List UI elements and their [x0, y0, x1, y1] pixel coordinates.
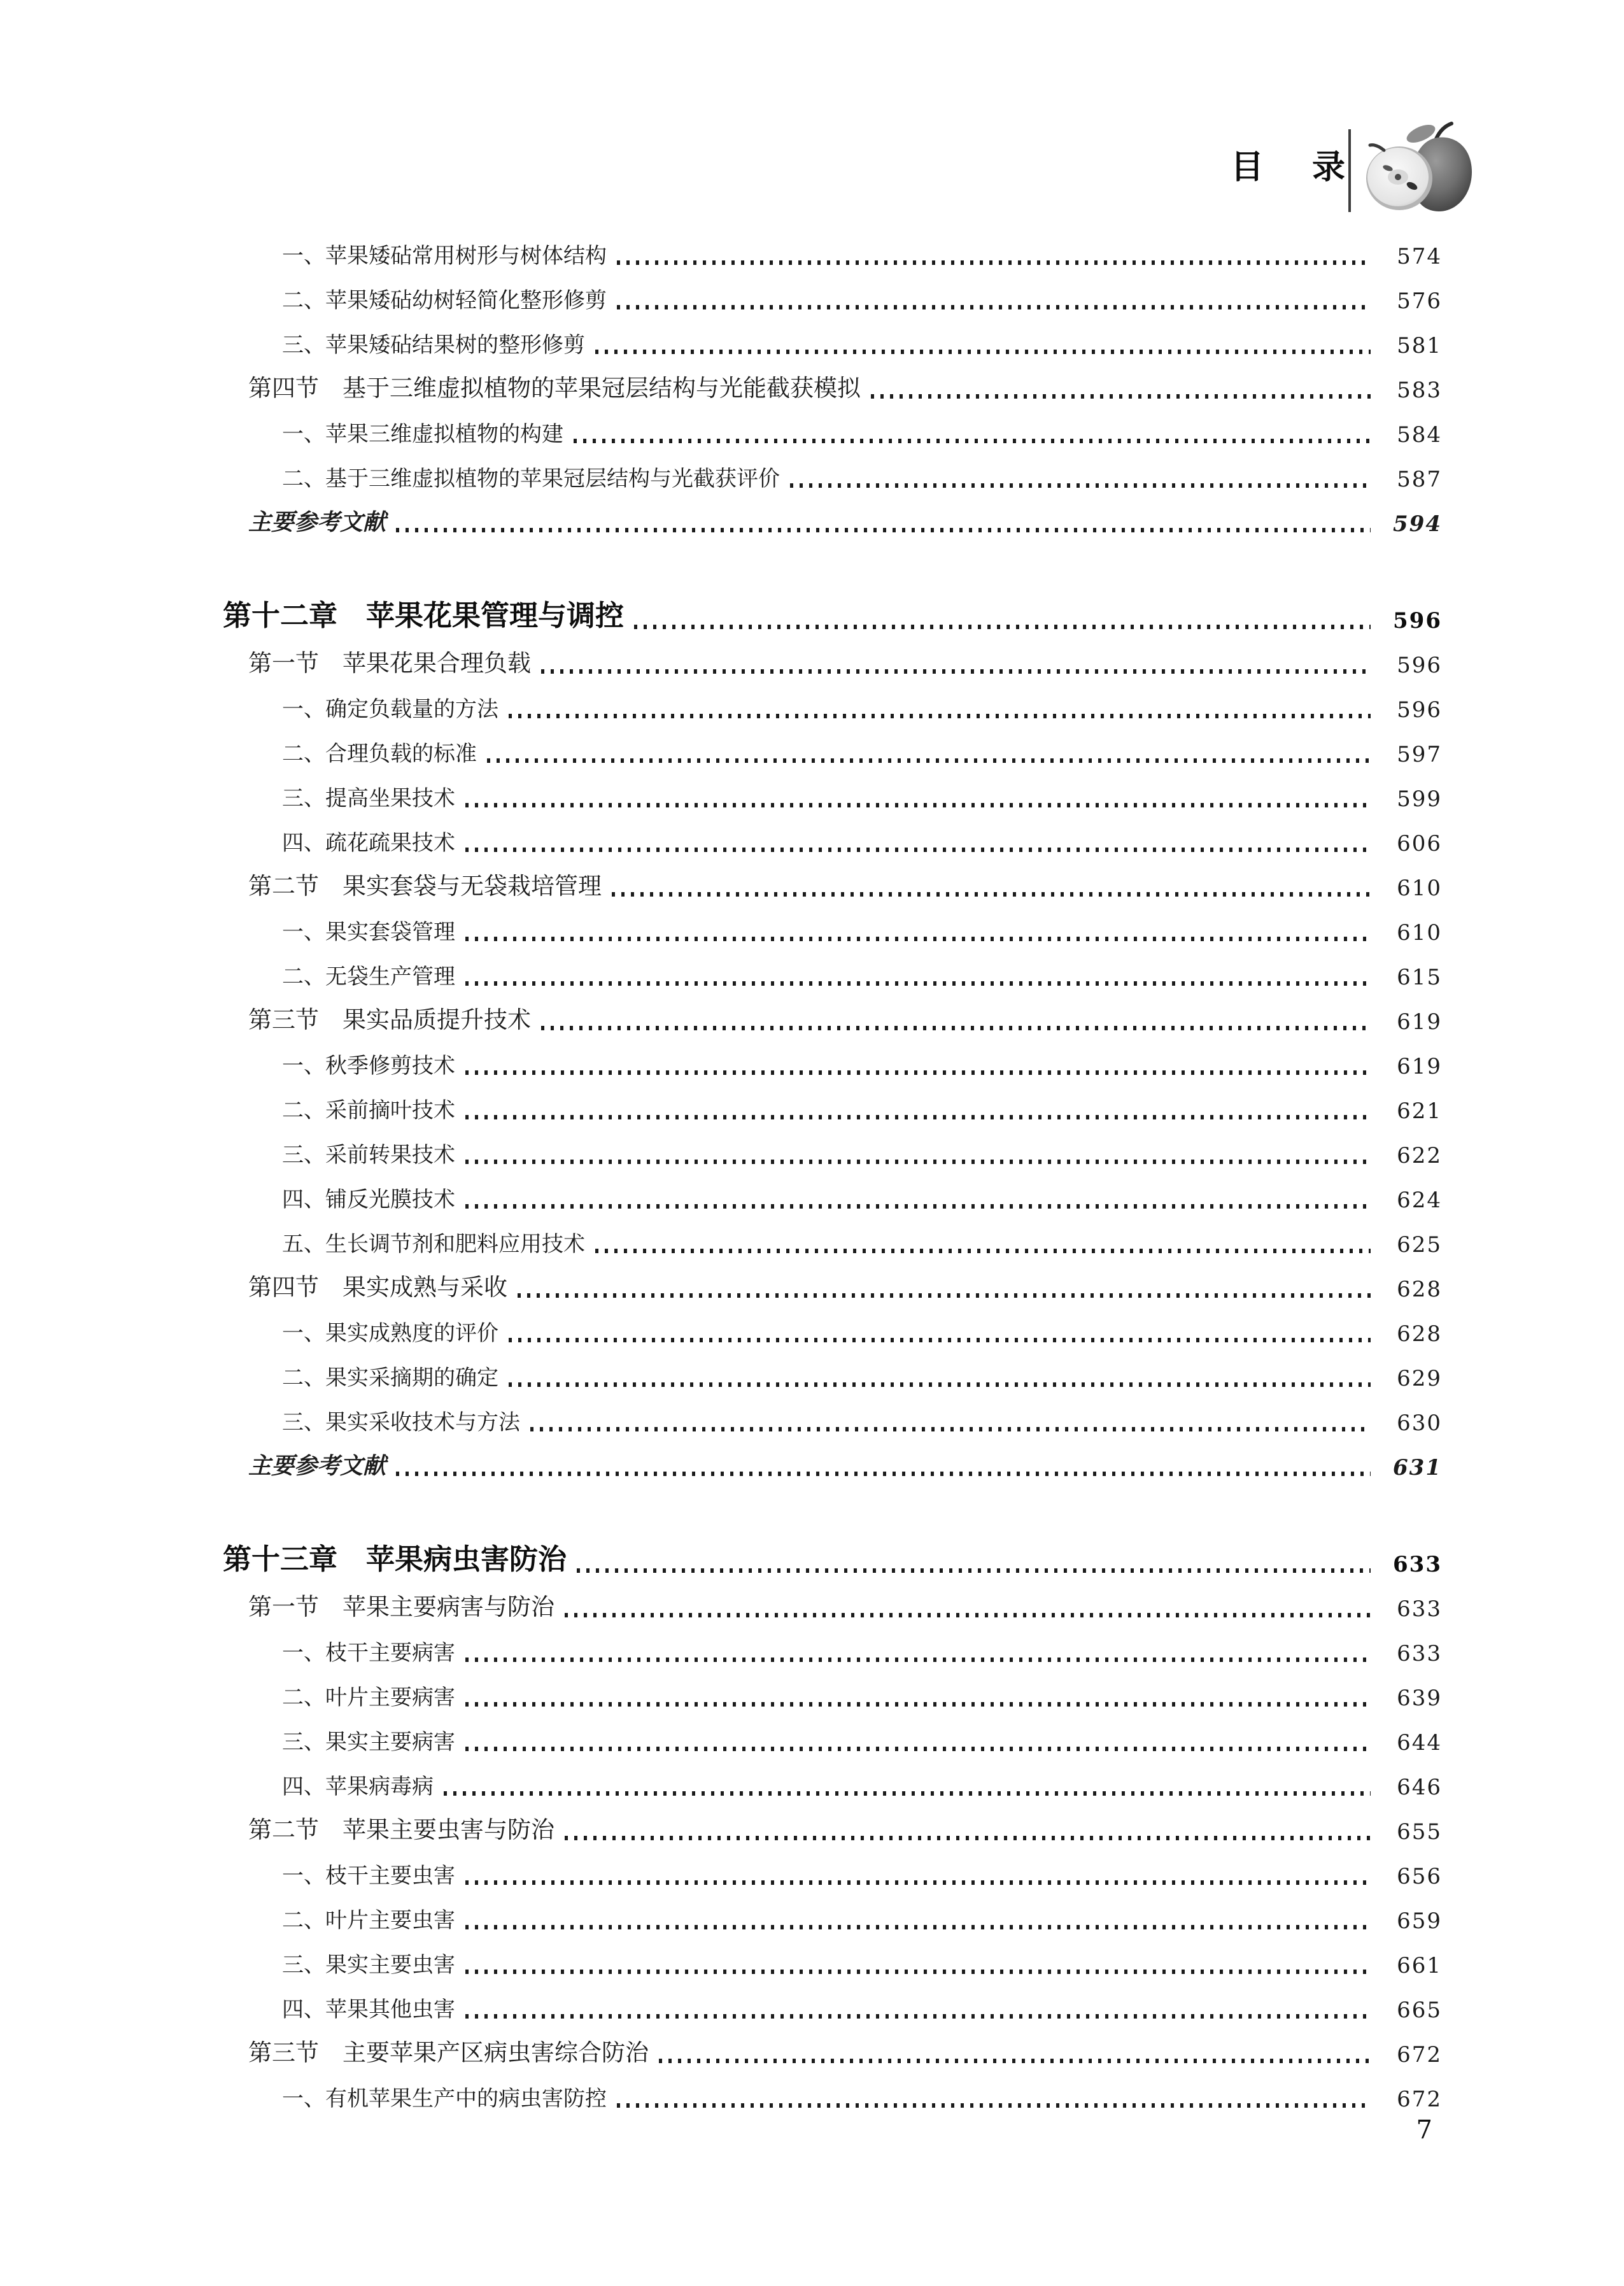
toc-entry-label: 三、果实采收技术与方法 — [282, 1411, 520, 1435]
toc-entry-label: 一、枝干主要虫害 — [282, 1864, 455, 1888]
toc-entry-page-number: 615 — [1397, 965, 1442, 990]
toc-entry-page-number: 594 — [1393, 511, 1442, 537]
toc-entry — [223, 232, 1442, 277]
header-char: 录 — [1312, 149, 1346, 186]
toc-entry — [223, 1763, 1442, 1808]
toc-entry-label: 一、枝干主要病害 — [282, 1642, 455, 1665]
toc-entry — [223, 2031, 1442, 2075]
dot-leader — [465, 2014, 1371, 2019]
toc-entry-page-number: 661 — [1397, 1953, 1442, 1978]
header-char: 目 — [1231, 149, 1264, 186]
dot-leader — [465, 1747, 1371, 1751]
toc-entry-label: 三、果实主要病害 — [282, 1731, 455, 1754]
toc-entry — [223, 1897, 1442, 1942]
toc-entry-label: 二、采前摘叶技术 — [282, 1099, 455, 1123]
toc-entry — [223, 1132, 1442, 1176]
toc-entry-page-number: 606 — [1397, 831, 1442, 856]
dot-leader — [465, 1204, 1371, 1209]
dot-leader — [465, 981, 1371, 986]
toc-entry-label: 三、苹果矮砧结果树的整形修剪 — [282, 334, 585, 357]
toc-entry-page-number: 596 — [1397, 697, 1442, 723]
toc-entry-label: 一、苹果矮砧常用树形与树体结构 — [282, 245, 607, 268]
dot-leader — [612, 892, 1371, 897]
toc-entry-page-number: 628 — [1397, 1277, 1442, 1302]
toc-entry — [223, 909, 1442, 953]
dot-leader — [465, 1658, 1371, 1662]
dot-leader — [871, 394, 1371, 399]
toc-entry-label: 三、果实主要虫害 — [282, 1954, 455, 1977]
toc-entry-label: 第三节 果实品质提升技术 — [248, 1007, 531, 1033]
toc-entry-page-number: 672 — [1397, 2087, 1442, 2112]
toc-entry-page-number: 628 — [1397, 1321, 1442, 1347]
dot-leader — [465, 1702, 1371, 1707]
dot-leader — [396, 528, 1371, 532]
dot-leader — [565, 1836, 1371, 1840]
toc-entry — [223, 455, 1442, 500]
dot-leader — [541, 669, 1371, 674]
dot-leader — [595, 350, 1371, 354]
toc-entry-page-number: 672 — [1397, 2042, 1442, 2068]
toc-entry-label: 一、果实成熟度的评价 — [282, 1322, 498, 1345]
dot-leader — [617, 260, 1371, 265]
dot-leader — [465, 1970, 1371, 1974]
dot-leader — [509, 714, 1371, 718]
dot-leader — [617, 2103, 1371, 2108]
toc-entry-label: 二、苹果矮砧幼树轻简化整形修剪 — [282, 289, 607, 313]
dot-leader — [790, 483, 1371, 488]
dot-leader — [465, 848, 1371, 852]
toc-entry-page-number: 639 — [1397, 1686, 1442, 1711]
toc-entry-label: 主要参考文献 — [248, 1453, 386, 1479]
toc-entry-label: 四、苹果病毒病 — [282, 1775, 434, 1799]
toc-entry-page-number: 619 — [1397, 1054, 1442, 1079]
dot-leader — [465, 1070, 1371, 1075]
toc-entry-label: 第一节 苹果花果合理负载 — [248, 651, 531, 677]
toc-entry-label: 二、果实采摘期的确定 — [282, 1367, 498, 1390]
dot-leader — [396, 1472, 1371, 1476]
page-header-title — [1231, 140, 1345, 188]
toc-entry-label: 五、生长调节剂和肥料应用技术 — [282, 1233, 585, 1256]
toc-entry — [223, 1265, 1442, 1310]
toc-entry-label: 一、有机苹果生产中的病虫害防控 — [282, 2087, 607, 2111]
toc-entry-label: 第四节 基于三维虚拟植物的苹果冠层结构与光能截获模拟 — [248, 376, 861, 402]
toc-entry-label: 第二节 苹果主要虫害与防治 — [248, 1817, 554, 1843]
toc-entry — [223, 1444, 1442, 1488]
dot-leader — [530, 1427, 1371, 1431]
dot-leader — [634, 625, 1371, 629]
toc-entry-label: 二、无袋生产管理 — [282, 965, 455, 989]
toc-entry — [223, 686, 1442, 730]
toc-entry-label: 四、疏花疏果技术 — [282, 832, 455, 855]
toc-entry — [223, 1986, 1442, 2031]
dot-leader — [565, 1613, 1371, 1617]
dot-leader — [444, 1791, 1371, 1796]
toc-entry-label: 第十二章 苹果花果管理与调控 — [223, 599, 625, 632]
toc-entry — [223, 775, 1442, 820]
dot-leader — [574, 439, 1371, 443]
toc-entry-page-number: 646 — [1397, 1775, 1442, 1800]
toc-entry — [223, 500, 1442, 544]
toc-entry — [223, 998, 1442, 1042]
toc-entry-label: 第三节 主要苹果产区病虫害综合防治 — [248, 2040, 649, 2066]
toc-entry-page-number: 665 — [1397, 1998, 1442, 2023]
toc-entry-page-number: 621 — [1397, 1098, 1442, 1124]
toc-entry-page-number: 631 — [1393, 1455, 1442, 1480]
toc-entry — [223, 592, 1442, 641]
toc-entry — [223, 1354, 1442, 1399]
toc-entry-label: 三、提高坐果技术 — [282, 787, 455, 811]
toc-entry-page-number: 596 — [1397, 653, 1442, 678]
dot-leader — [465, 937, 1371, 941]
toc-entry-page-number: 587 — [1397, 467, 1442, 492]
toc-entry-label: 主要参考文献 — [248, 509, 386, 535]
toc-entry-page-number: 644 — [1397, 1730, 1442, 1756]
toc-list — [223, 232, 1442, 2120]
toc-entry — [223, 366, 1442, 411]
header-divider — [1348, 129, 1351, 212]
dot-leader — [509, 1382, 1371, 1387]
dot-leader — [465, 1880, 1371, 1885]
toc-entry-page-number: 622 — [1397, 1143, 1442, 1168]
toc-entry — [223, 1719, 1442, 1763]
toc-entry — [223, 1176, 1442, 1221]
toc-entry-label: 二、基于三维虚拟植物的苹果冠层结构与光截获评价 — [282, 467, 780, 491]
dot-leader — [577, 1568, 1371, 1573]
toc-entry-label: 一、秋季修剪技术 — [282, 1054, 455, 1078]
dot-leader — [509, 1338, 1371, 1342]
dot-leader — [595, 1249, 1371, 1253]
dot-leader — [487, 758, 1371, 763]
toc-entry-page-number: 597 — [1397, 742, 1442, 767]
toc-entry-page-number: 599 — [1397, 786, 1442, 812]
toc-entry-page-number: 583 — [1397, 378, 1442, 403]
toc-entry — [223, 1221, 1442, 1265]
toc-entry-label: 第十三章 苹果病虫害防治 — [223, 1543, 567, 1575]
dot-leader — [541, 1026, 1371, 1030]
toc-entry-page-number: 659 — [1397, 1908, 1442, 1934]
toc-entry-page-number: 624 — [1397, 1188, 1442, 1213]
toc-entry — [223, 1087, 1442, 1132]
toc-entry — [223, 1942, 1442, 1986]
toc-entry — [223, 411, 1442, 455]
dot-leader — [659, 2059, 1371, 2063]
dot-leader — [518, 1293, 1371, 1298]
toc-entry-label: 第一节 苹果主要病害与防治 — [248, 1594, 554, 1621]
toc-entry — [223, 1042, 1442, 1087]
toc-entry-page-number: 610 — [1397, 876, 1442, 901]
dot-leader — [617, 305, 1371, 309]
toc-entry — [223, 864, 1442, 909]
toc-entry — [223, 953, 1442, 998]
toc-entry-page-number: 633 — [1393, 1552, 1442, 1577]
toc-entry — [223, 1535, 1442, 1585]
toc-entry-label: 四、铺反光膜技术 — [282, 1188, 455, 1212]
toc-entry — [223, 820, 1442, 864]
dot-leader — [465, 1925, 1371, 1929]
toc-entry — [223, 322, 1442, 366]
toc-entry-label: 一、果实套袋管理 — [282, 921, 455, 944]
apple-logo-icon — [1362, 120, 1476, 220]
toc-entry-label: 第二节 果实套袋与无袋栽培管理 — [248, 874, 602, 900]
toc-entry-page-number: 633 — [1397, 1641, 1442, 1666]
toc-entry-label: 一、苹果三维虚拟植物的构建 — [282, 423, 563, 446]
toc-entry-page-number: 619 — [1397, 1009, 1442, 1035]
toc-entry-label: 二、叶片主要病害 — [282, 1686, 455, 1710]
toc-entry — [223, 641, 1442, 686]
toc-entry-page-number: 656 — [1397, 1864, 1442, 1889]
toc-entry — [223, 1629, 1442, 1674]
dot-leader — [465, 803, 1371, 807]
toc-entry-page-number: 625 — [1397, 1232, 1442, 1258]
toc-entry-label: 第四节 果实成熟与采收 — [248, 1275, 507, 1301]
toc-entry — [223, 1585, 1442, 1629]
toc-entry-page-number: 596 — [1393, 608, 1442, 634]
toc-entry — [223, 1852, 1442, 1897]
toc-entry-label: 二、合理负载的标准 — [282, 742, 477, 766]
toc-entry — [223, 730, 1442, 775]
toc-entry — [223, 1399, 1442, 1444]
toc-entry-page-number: 581 — [1397, 333, 1442, 359]
toc-entry-page-number: 610 — [1397, 920, 1442, 946]
toc-entry — [223, 2075, 1442, 2120]
toc-entry — [223, 1808, 1442, 1852]
toc-entry-page-number: 655 — [1397, 1819, 1442, 1845]
toc-entry-label: 一、确定负载量的方法 — [282, 698, 498, 721]
toc-entry-page-number: 574 — [1397, 244, 1442, 269]
toc-entry-label: 二、叶片主要虫害 — [282, 1909, 455, 1933]
toc-entry — [223, 1310, 1442, 1354]
toc-entry-page-number: 630 — [1397, 1410, 1442, 1436]
toc-entry-page-number: 584 — [1397, 422, 1442, 448]
toc-entry-page-number: 576 — [1397, 288, 1442, 314]
dot-leader — [465, 1160, 1371, 1164]
toc-entry — [223, 1674, 1442, 1719]
toc-entry-page-number: 633 — [1397, 1596, 1442, 1622]
toc-entry-label: 四、苹果其他虫害 — [282, 1998, 455, 2022]
dot-leader — [465, 1115, 1371, 1119]
toc-entry — [223, 277, 1442, 322]
toc-entry-label: 三、采前转果技术 — [282, 1144, 455, 1167]
footer-page-number: 7 — [1416, 2115, 1432, 2145]
toc-entry-page-number: 629 — [1397, 1366, 1442, 1391]
